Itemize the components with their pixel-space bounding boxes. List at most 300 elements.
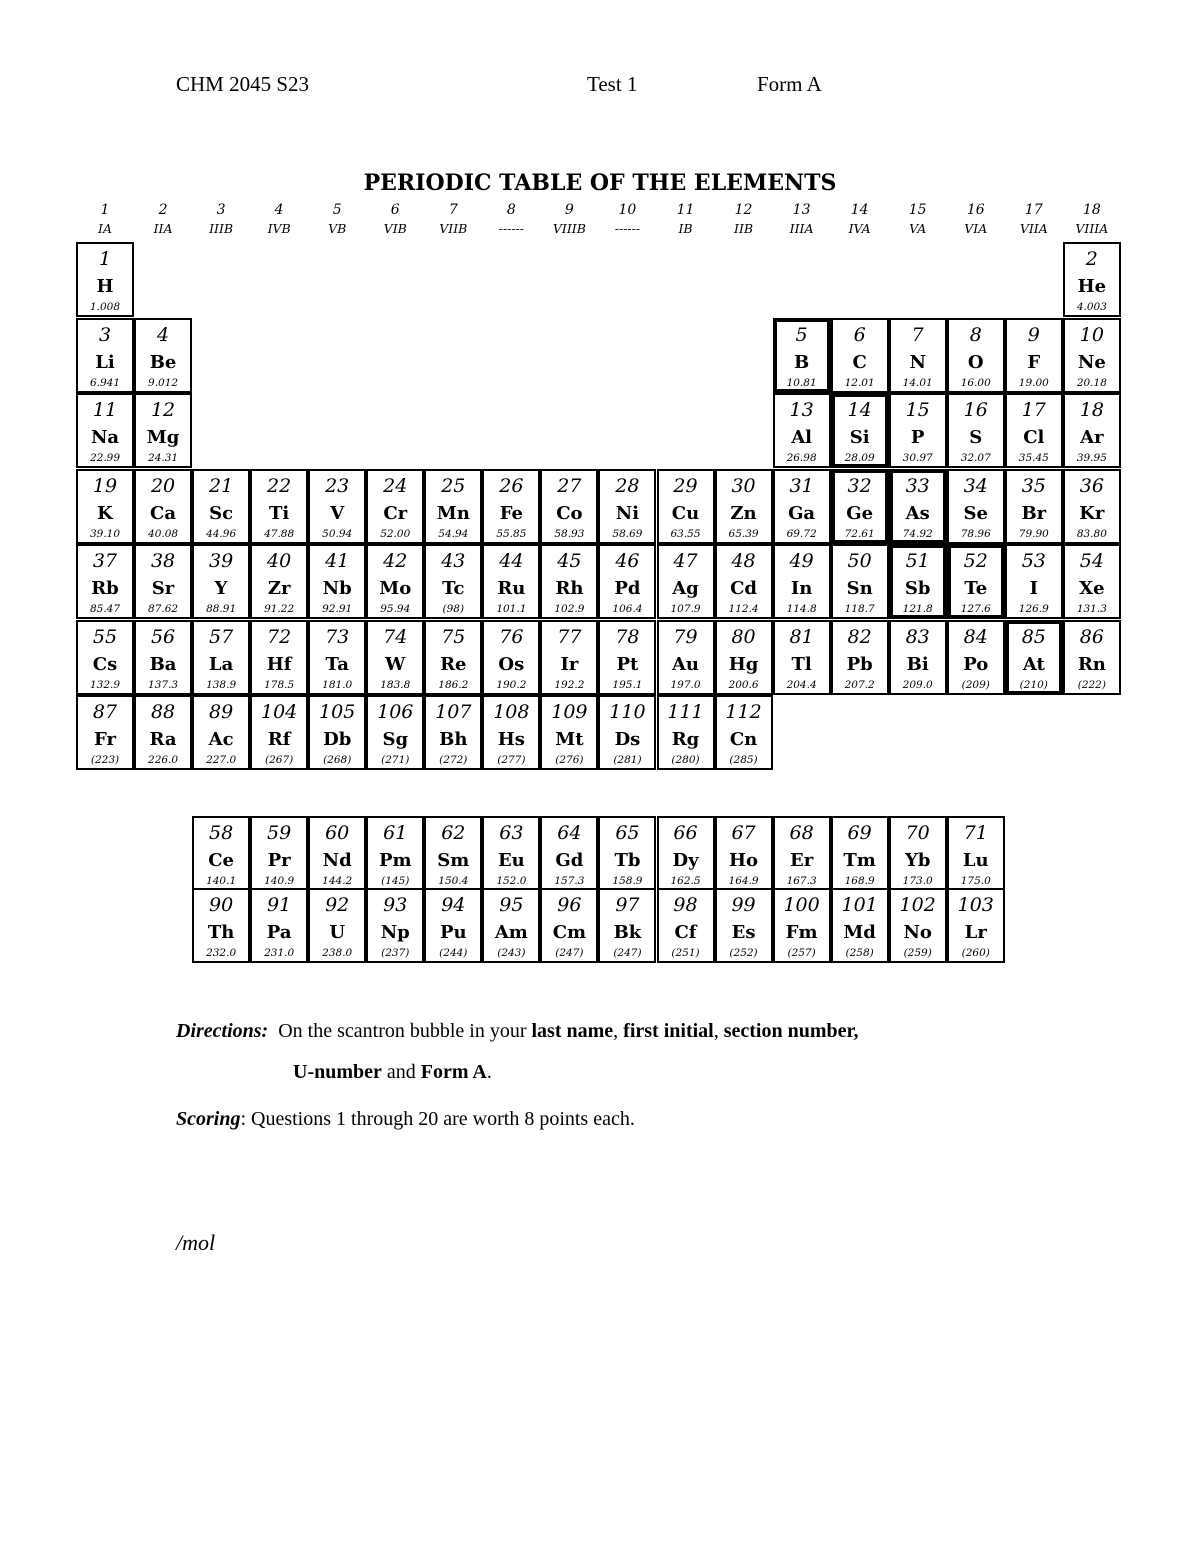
group-header-7	[424, 203, 482, 236]
element-symbol: Co	[556, 502, 583, 524]
scoring-line: Scoring: Questions 1 through 20 are worth 8 points each.	[176, 1108, 635, 1130]
element-symbol: Rg	[671, 729, 700, 750]
atomic-mass: 78.96	[960, 527, 991, 540]
atomic-mass: 32.07	[960, 452, 991, 464]
element-cell-ti	[250, 469, 308, 544]
atomic-number: 53	[1021, 550, 1046, 572]
atomic-number: 12	[150, 399, 176, 421]
atomic-mass: 12.01	[844, 376, 875, 389]
atomic-mass: (268)	[323, 754, 352, 766]
group-number: 1	[100, 202, 110, 218]
element-cell-sm	[424, 816, 482, 891]
element-symbol: Sm	[437, 850, 470, 871]
element-cell-rf	[250, 695, 308, 770]
element-symbol: B	[793, 351, 810, 373]
atomic-number: 82	[847, 625, 872, 648]
atomic-number: 100	[783, 894, 820, 916]
element-cell-po	[947, 620, 1005, 695]
scoring-label: Scoring	[176, 1108, 241, 1130]
atomic-mass: 39.10	[89, 527, 121, 540]
atomic-number: 24	[383, 474, 408, 497]
element-symbol: Sr	[151, 578, 175, 599]
element-cell-hs	[482, 695, 540, 770]
atomic-mass: 137.3	[148, 678, 179, 691]
atomic-number: 17	[1021, 399, 1046, 421]
atomic-mass: 132.9	[89, 678, 121, 691]
atomic-number: 33	[905, 474, 930, 497]
atomic-mass: (272)	[439, 754, 468, 766]
element-symbol: Lu	[962, 850, 989, 871]
element-cell-sb	[889, 544, 947, 619]
element-symbol: Os	[498, 653, 525, 675]
atomic-mass: 1.008	[89, 301, 121, 313]
atomic-number: 110	[609, 701, 646, 723]
group-number: 15	[908, 202, 927, 218]
atomic-mass: 209.0	[902, 678, 933, 691]
element-cell-au	[657, 620, 715, 695]
atomic-number: 83	[905, 625, 930, 648]
atomic-mass: 63.55	[670, 527, 701, 540]
atomic-mass: (210)	[1019, 678, 1048, 691]
atomic-number: 44	[499, 550, 524, 572]
group-roman: VIIA	[1019, 221, 1048, 236]
element-symbol: Er	[789, 850, 814, 871]
element-symbol: Hf	[266, 653, 292, 675]
atomic-mass: 52.00	[380, 527, 411, 540]
group-header-5	[308, 203, 366, 236]
element-cell-cn	[715, 695, 773, 770]
group-number: 17	[1024, 202, 1043, 218]
element-symbol: Cl	[1023, 427, 1045, 448]
element-cell-pm	[366, 816, 424, 891]
element-cell-pr	[250, 816, 308, 891]
group-number: 8	[506, 202, 516, 218]
atomic-mass: 50.94	[322, 527, 353, 540]
element-cell-tc	[424, 544, 482, 619]
atomic-number: 47	[673, 550, 698, 572]
group-number: 5	[332, 202, 342, 218]
element-symbol: Pm	[378, 850, 412, 871]
element-cell-sr	[134, 544, 192, 619]
group-number: 7	[448, 202, 458, 218]
element-symbol: Mo	[379, 578, 412, 599]
element-symbol: Pa	[266, 922, 292, 943]
element-cell-cr	[366, 469, 424, 544]
group-roman: IIA	[153, 221, 173, 236]
element-cell-np	[366, 888, 424, 963]
atomic-mass: (259)	[903, 947, 932, 959]
element-symbol: Cm	[552, 922, 587, 943]
element-cell-he	[1063, 242, 1121, 317]
element-symbol: Sg	[382, 729, 409, 750]
element-cell-u	[308, 888, 366, 963]
element-cell-xe	[1063, 544, 1121, 619]
element-symbol: Ca	[150, 502, 177, 524]
element-cell-no	[889, 888, 947, 963]
element-symbol: V	[330, 502, 345, 524]
atomic-mass: (260)	[961, 947, 990, 959]
atomic-number: 4	[157, 323, 170, 346]
element-cell-nd	[308, 816, 366, 891]
element-cell-c	[831, 318, 889, 393]
atomic-mass: 101.1	[496, 603, 527, 615]
atomic-number: 7	[911, 323, 924, 346]
element-cell-cs	[76, 620, 134, 695]
element-symbol: Au	[671, 653, 700, 675]
atomic-number: 92	[325, 894, 350, 916]
group-header-4	[250, 203, 308, 236]
element-symbol: Ho	[729, 850, 759, 871]
element-symbol: Y	[214, 578, 228, 599]
atomic-number: 10	[1079, 323, 1104, 346]
element-symbol: Np	[380, 922, 410, 943]
element-symbol: Te	[964, 578, 988, 599]
atomic-number: 73	[325, 625, 350, 648]
element-symbol: Tc	[442, 578, 465, 599]
element-cell-zr	[250, 544, 308, 619]
atomic-mass: 118.7	[844, 603, 875, 615]
element-cell-eu	[482, 816, 540, 891]
atomic-number: 45	[557, 550, 582, 572]
group-roman: VIIIA	[1075, 221, 1109, 236]
element-cell-yb	[889, 816, 947, 891]
element-cell-th	[192, 888, 250, 963]
atomic-mass: 92.91	[322, 603, 353, 615]
element-cell-w	[366, 620, 424, 695]
group-roman: IVB	[267, 221, 291, 236]
element-cell-si	[831, 393, 889, 468]
atomic-number: 11	[92, 399, 118, 421]
atomic-mass: (247)	[555, 947, 584, 959]
atomic-mass: 26.98	[786, 452, 817, 464]
element-cell-ds	[598, 695, 656, 770]
atomic-mass: 58.93	[554, 527, 585, 540]
group-header-2	[134, 203, 192, 236]
element-cell-ho	[715, 816, 773, 891]
atomic-mass: 181.0	[322, 678, 353, 691]
element-cell-br	[1005, 469, 1063, 544]
group-number: 3	[216, 202, 226, 218]
group-header-10	[598, 203, 656, 236]
element-cell-ne	[1063, 318, 1121, 393]
element-cell-rg	[657, 695, 715, 770]
atomic-number: 109	[551, 701, 588, 723]
element-cell-am	[482, 888, 540, 963]
atomic-number: 55	[92, 625, 118, 648]
atomic-mass: (237)	[381, 947, 410, 959]
element-cell-hg	[715, 620, 773, 695]
element-symbol: In	[790, 578, 813, 599]
group-number: 14	[850, 202, 869, 218]
atomic-mass: 55.85	[496, 527, 527, 540]
element-symbol: Rf	[267, 729, 291, 750]
element-cell-cf	[657, 888, 715, 963]
atomic-number: 3	[98, 323, 112, 346]
element-symbol: He	[1077, 276, 1107, 297]
element-symbol: P	[910, 427, 925, 448]
element-cell-n	[889, 318, 947, 393]
atomic-mass: 95.94	[380, 603, 411, 615]
atomic-mass: 227.0	[206, 754, 237, 766]
atomic-mass: 102.9	[554, 603, 585, 615]
atomic-number: 71	[963, 822, 988, 844]
atomic-mass: 138.9	[206, 678, 237, 691]
atomic-number: 60	[325, 822, 350, 844]
group-header-16	[947, 203, 1005, 236]
element-symbol: Se	[963, 502, 988, 524]
atomic-mass: 6.941	[89, 376, 121, 389]
atomic-number: 46	[615, 550, 640, 572]
element-symbol: Li	[95, 351, 115, 373]
atomic-number: 50	[847, 550, 872, 572]
group-roman: VIB	[383, 221, 407, 236]
element-symbol: Rn	[1077, 653, 1106, 675]
group-roman: VA	[909, 221, 927, 236]
element-symbol: Br	[1021, 502, 1047, 524]
element-cell-rn	[1063, 620, 1121, 695]
atomic-number: 112	[725, 701, 762, 723]
atomic-number: 90	[209, 894, 234, 916]
atomic-number: 68	[789, 822, 814, 844]
group-roman: VIIIB	[552, 221, 586, 236]
element-cell-gd	[540, 816, 598, 891]
atomic-mass: 127.6	[960, 603, 991, 615]
element-symbol: Xe	[1079, 578, 1105, 599]
atomic-mass: 144.2	[322, 875, 353, 887]
element-symbol: Cr	[383, 502, 408, 524]
element-cell-h	[76, 242, 134, 317]
atomic-mass: (222)	[1077, 678, 1106, 691]
element-cell-la	[192, 620, 250, 695]
atomic-number: 80	[731, 625, 756, 648]
element-symbol: Bi	[906, 653, 929, 675]
element-symbol: Bh	[439, 729, 468, 750]
atomic-number: 89	[209, 701, 234, 723]
element-cell-o	[947, 318, 1005, 393]
group-number: 10	[618, 202, 637, 218]
atomic-mass: 24.31	[148, 452, 179, 464]
element-symbol: Fr	[94, 729, 116, 750]
atomic-mass: (276)	[555, 754, 584, 766]
atomic-mass: 4.003	[1076, 301, 1107, 313]
element-cell-tl	[773, 620, 831, 695]
atomic-mass: 85.47	[89, 603, 121, 615]
atomic-number: 19	[92, 474, 118, 497]
atomic-mass: (244)	[439, 947, 468, 959]
atomic-number: 48	[731, 550, 756, 572]
atomic-number: 93	[383, 894, 408, 916]
element-symbol: Es	[731, 922, 756, 943]
atomic-number: 88	[150, 701, 176, 723]
atomic-number: 69	[847, 822, 872, 844]
atomic-number: 87	[92, 701, 118, 723]
atomic-number: 111	[667, 701, 704, 723]
element-cell-ba	[134, 620, 192, 695]
element-cell-v	[308, 469, 366, 544]
element-symbol: N	[909, 351, 926, 373]
atomic-number: 57	[209, 625, 234, 648]
atomic-number: 91	[267, 894, 292, 916]
atomic-mass: 226.0	[148, 754, 179, 766]
element-symbol: C	[852, 351, 867, 373]
atomic-mass: 10.81	[786, 376, 817, 389]
element-cell-al	[773, 393, 831, 468]
atomic-number: 97	[615, 894, 640, 916]
atomic-mass: (243)	[497, 947, 526, 959]
group-header-18	[1063, 203, 1121, 236]
element-symbol: Hg	[728, 653, 759, 675]
element-symbol: Tb	[614, 850, 641, 871]
group-roman: IIIA	[789, 221, 814, 236]
element-cell-ac	[192, 695, 250, 770]
element-cell-ni	[598, 469, 656, 544]
element-symbol: No	[903, 922, 932, 943]
atomic-number: 29	[673, 474, 698, 497]
atomic-mass: 183.8	[380, 678, 411, 691]
element-cell-tm	[831, 816, 889, 891]
element-cell-re	[424, 620, 482, 695]
element-cell-pu	[424, 888, 482, 963]
atomic-mass: (209)	[961, 678, 990, 691]
atomic-number: 86	[1079, 625, 1104, 648]
periodic-table-title: PERIODIC TABLE OF THE ELEMENTS	[363, 170, 837, 196]
element-cell-dy	[657, 816, 715, 891]
atomic-number: 2	[1085, 248, 1098, 270]
atomic-number: 8	[969, 323, 982, 346]
element-symbol: Ce	[208, 850, 234, 871]
element-symbol: Ds	[614, 729, 641, 750]
element-cell-as	[889, 469, 947, 544]
element-symbol: Si	[849, 427, 870, 448]
atomic-number: 107	[435, 701, 472, 723]
element-symbol: As	[905, 502, 930, 524]
element-cell-sc	[192, 469, 250, 544]
group-number: 16	[966, 202, 985, 218]
group-number: 18	[1082, 202, 1101, 218]
group-roman: IIB	[734, 221, 754, 236]
element-symbol: Pr	[267, 850, 291, 871]
group-header-8	[482, 203, 540, 236]
atomic-number: 99	[731, 894, 756, 916]
element-symbol: Zr	[267, 578, 291, 599]
element-cell-sg	[366, 695, 424, 770]
group-header-9	[540, 203, 598, 236]
atomic-number: 16	[963, 399, 988, 421]
atomic-mass: (258)	[845, 947, 874, 959]
element-cell-ce	[192, 816, 250, 891]
atomic-mass: 140.1	[206, 875, 237, 887]
atomic-number: 85	[1021, 625, 1046, 648]
atomic-number: 54	[1079, 550, 1104, 572]
element-symbol: Pt	[616, 653, 639, 675]
element-cell-be	[134, 318, 192, 393]
atomic-mass: 126.9	[1018, 603, 1049, 615]
atomic-number: 18	[1079, 399, 1104, 421]
element-symbol: Zn	[730, 502, 757, 524]
atomic-number: 43	[441, 550, 466, 572]
atomic-mass: 121.8	[902, 603, 933, 615]
directions-line-2: U-number and Form A.	[293, 1061, 492, 1083]
element-symbol: Ge	[846, 502, 874, 524]
atomic-mass: 162.5	[670, 875, 701, 887]
element-cell-sn	[831, 544, 889, 619]
atomic-number: 13	[789, 399, 814, 421]
atomic-mass: (271)	[381, 754, 410, 766]
group-roman: IA	[98, 221, 112, 236]
element-cell-rb	[76, 544, 134, 619]
atomic-mass: 54.94	[438, 527, 469, 540]
element-symbol: Cs	[92, 653, 118, 675]
element-symbol: F	[1027, 351, 1041, 373]
element-cell-lr	[947, 888, 1005, 963]
atomic-number: 84	[963, 625, 988, 648]
atomic-mass: 47.88	[264, 527, 295, 540]
atomic-number: 26	[499, 474, 524, 497]
group-number: 13	[792, 202, 811, 218]
element-cell-md	[831, 888, 889, 963]
element-cell-in	[773, 544, 831, 619]
element-symbol: U	[329, 922, 346, 943]
atomic-number: 5	[795, 323, 808, 346]
group-number: 6	[390, 202, 400, 218]
group-roman: VIIB	[439, 221, 468, 236]
group-header-13	[773, 203, 831, 236]
atomic-number: 56	[150, 625, 176, 648]
atomic-number: 39	[209, 550, 234, 572]
atomic-number: 42	[383, 550, 408, 572]
atomic-mass: 106.4	[612, 603, 643, 615]
element-cell-cu	[657, 469, 715, 544]
atomic-mass: 28.09	[844, 452, 875, 464]
atomic-mass: 157.3	[554, 875, 585, 887]
element-symbol: Md	[843, 922, 876, 943]
atomic-number: 23	[325, 474, 350, 497]
group-number: 2	[158, 202, 168, 218]
element-cell-f	[1005, 318, 1063, 393]
group-header-14	[831, 203, 889, 236]
atomic-mass: 40.08	[148, 527, 179, 540]
atomic-number: 15	[905, 399, 930, 421]
atomic-mass: 14.01	[902, 376, 933, 389]
atomic-number: 59	[267, 822, 292, 844]
element-symbol: Gd	[555, 850, 584, 871]
group-roman: ------	[614, 221, 641, 236]
atomic-mass: 197.0	[670, 678, 701, 691]
atomic-number: 98	[673, 894, 698, 916]
element-cell-mg	[134, 393, 192, 468]
group-header-3	[192, 203, 250, 236]
atomic-number: 52	[963, 550, 988, 572]
element-symbol: Kr	[1079, 502, 1105, 524]
element-cell-es	[715, 888, 773, 963]
element-cell-ca	[134, 469, 192, 544]
element-symbol: K	[97, 502, 113, 524]
element-symbol: Ac	[208, 729, 234, 750]
element-symbol: Lr	[964, 922, 987, 943]
element-cell-ir	[540, 620, 598, 695]
atomic-mass: 140.9	[264, 875, 295, 887]
group-header-1	[76, 203, 134, 236]
element-symbol: Be	[149, 351, 177, 373]
element-cell-fr	[76, 695, 134, 770]
atomic-number: 51	[905, 550, 930, 572]
element-symbol: Ne	[1077, 351, 1106, 373]
atomic-mass: 152.0	[496, 875, 527, 887]
element-cell-mt	[540, 695, 598, 770]
atomic-mass: 87.62	[148, 603, 179, 615]
element-cell-pb	[831, 620, 889, 695]
element-symbol: Hs	[497, 729, 525, 750]
